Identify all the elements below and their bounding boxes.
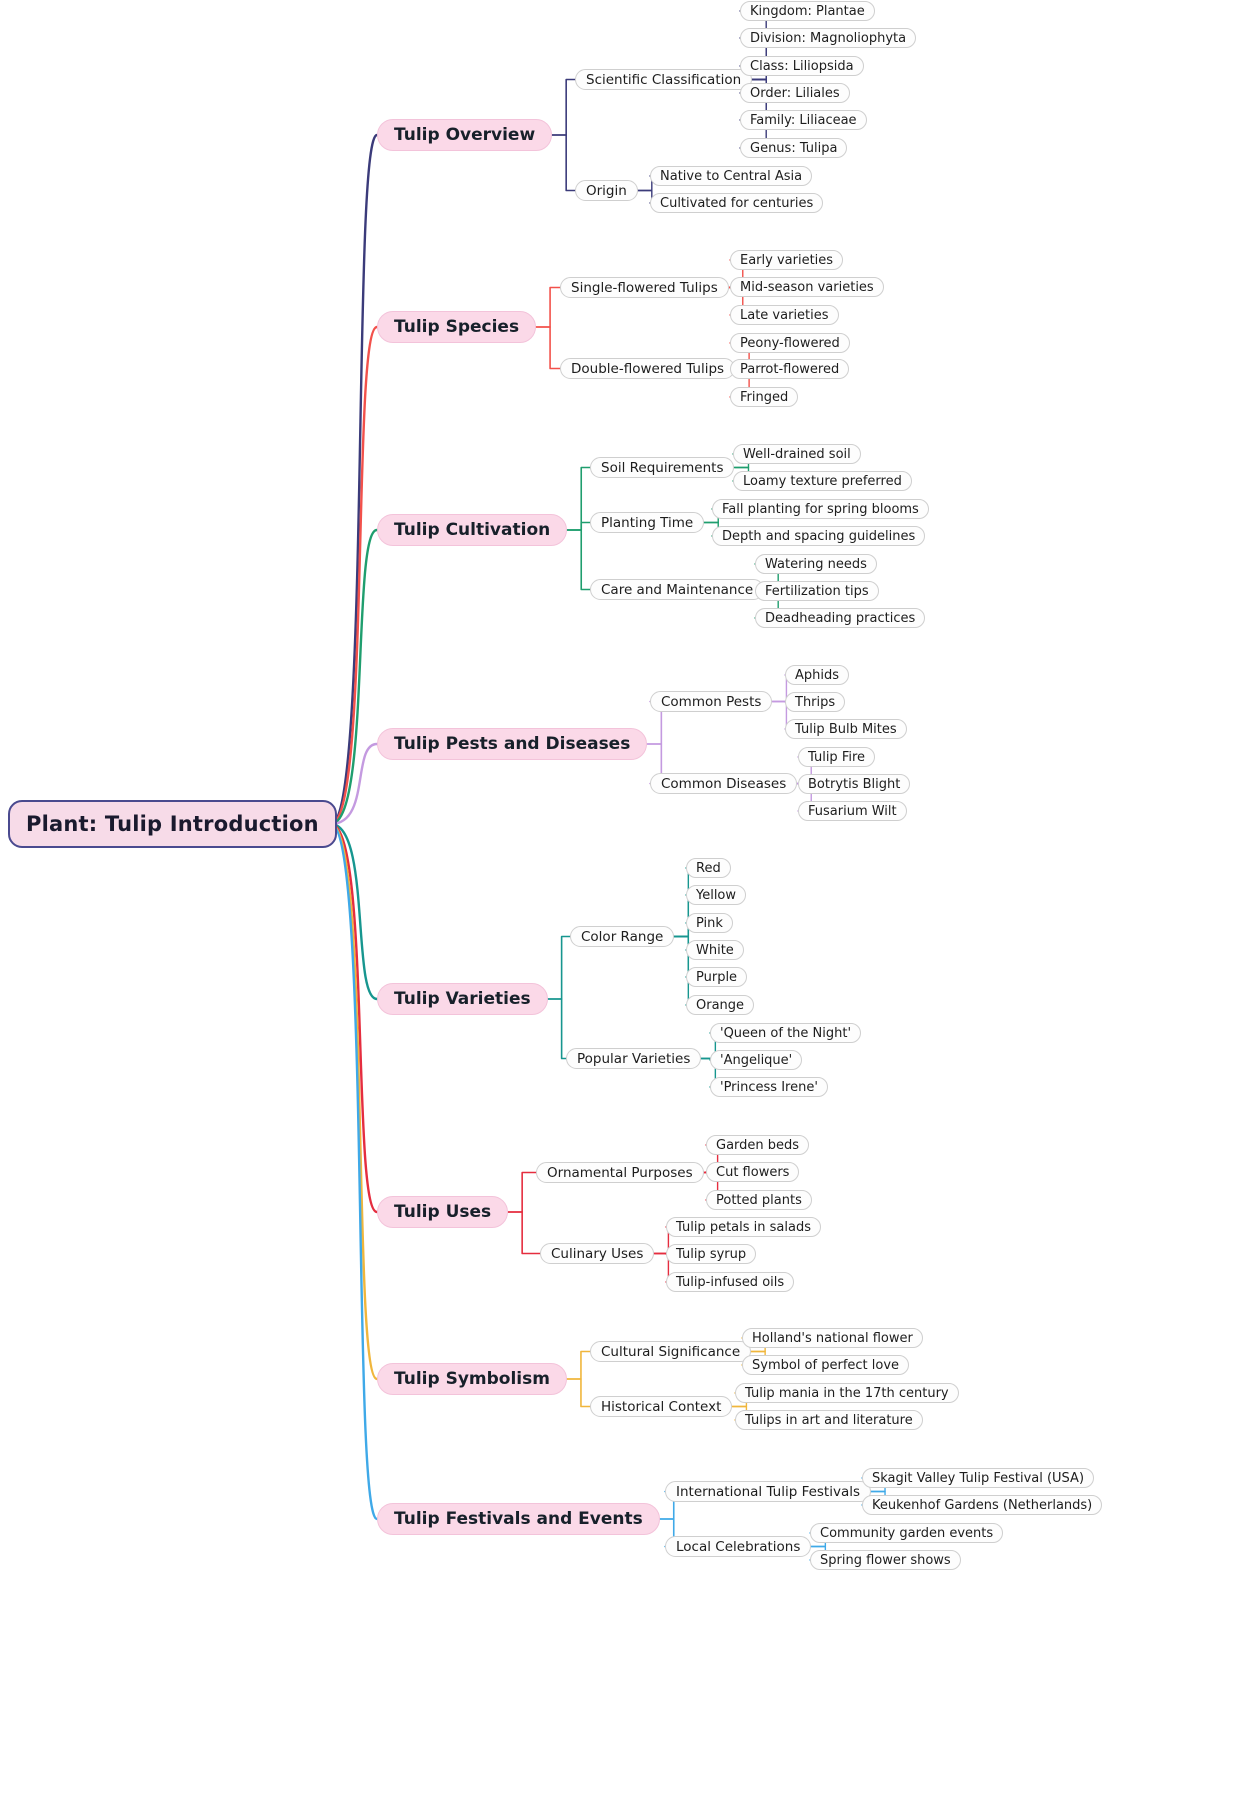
sub-node-international-tulip-festivals[interactable]: International Tulip Festivals (665, 1481, 871, 1502)
leaf-node[interactable]: Purple (686, 967, 747, 987)
leaf-node[interactable]: Deadheading practices (755, 608, 925, 628)
sub-node-common-diseases[interactable]: Common Diseases (650, 773, 797, 794)
sub-node-culinary-uses[interactable]: Culinary Uses (540, 1243, 654, 1264)
leaf-node[interactable]: Tulip syrup (666, 1244, 756, 1264)
leaf-node[interactable]: Fall planting for spring blooms (712, 499, 929, 519)
sub-node-planting-time[interactable]: Planting Time (590, 512, 704, 533)
leaf-node[interactable]: Symbol of perfect love (742, 1355, 909, 1375)
leaf-node[interactable]: Order: Liliales (740, 83, 850, 103)
leaf-node[interactable]: Native to Central Asia (650, 166, 812, 186)
sub-node-ornamental-purposes[interactable]: Ornamental Purposes (536, 1162, 704, 1183)
leaf-node[interactable]: Peony-flowered (730, 333, 850, 353)
leaf-node[interactable]: Cut flowers (706, 1162, 799, 1182)
sub-node-local-celebrations[interactable]: Local Celebrations (665, 1536, 811, 1557)
leaf-node[interactable]: Division: Magnoliophyta (740, 28, 916, 48)
leaf-node[interactable]: Kingdom: Plantae (740, 1, 875, 21)
leaf-node[interactable]: Tulip petals in salads (666, 1217, 821, 1237)
leaf-node[interactable]: Late varieties (730, 305, 839, 325)
leaf-node[interactable]: 'Angelique' (710, 1050, 802, 1070)
leaf-node[interactable]: Garden beds (706, 1135, 809, 1155)
leaf-node[interactable]: Genus: Tulipa (740, 138, 847, 158)
leaf-node[interactable]: Loamy texture preferred (733, 471, 912, 491)
leaf-node[interactable]: Potted plants (706, 1190, 812, 1210)
leaf-node[interactable]: Watering needs (755, 554, 877, 574)
leaf-node[interactable]: Tulips in art and literature (735, 1410, 923, 1430)
leaf-node[interactable]: Tulip Bulb Mites (785, 719, 907, 739)
leaf-node[interactable]: Fringed (730, 387, 798, 407)
leaf-node[interactable]: Mid-season varieties (730, 277, 884, 297)
leaf-node[interactable]: Orange (686, 995, 754, 1015)
sub-node-common-pests[interactable]: Common Pests (650, 691, 772, 712)
sub-node-popular-varieties[interactable]: Popular Varieties (566, 1048, 701, 1069)
leaf-node[interactable]: Red (686, 858, 731, 878)
leaf-node[interactable]: Tulip-infused oils (666, 1272, 794, 1292)
branch-node-tulip-uses[interactable]: Tulip Uses (377, 1196, 508, 1228)
leaf-node[interactable]: Pink (686, 913, 733, 933)
leaf-node[interactable]: Yellow (686, 885, 746, 905)
branch-node-tulip-festivals-and-events[interactable]: Tulip Festivals and Events (377, 1503, 660, 1535)
branch-node-tulip-symbolism[interactable]: Tulip Symbolism (377, 1363, 567, 1395)
leaf-node[interactable]: Parrot-flowered (730, 359, 849, 379)
sub-node-historical-context[interactable]: Historical Context (590, 1396, 732, 1417)
sub-node-scientific-classification[interactable]: Scientific Classification (575, 69, 752, 90)
sub-node-single-flowered-tulips[interactable]: Single-flowered Tulips (560, 277, 729, 298)
sub-node-double-flowered-tulips[interactable]: Double-flowered Tulips (560, 358, 735, 379)
sub-node-cultural-significance[interactable]: Cultural Significance (590, 1341, 751, 1362)
leaf-node[interactable]: Holland's national flower (742, 1328, 923, 1348)
leaf-node[interactable]: Well-drained soil (733, 444, 861, 464)
leaf-node[interactable]: Family: Liliaceae (740, 110, 867, 130)
branch-node-tulip-varieties[interactable]: Tulip Varieties (377, 983, 548, 1015)
leaf-node[interactable]: Early varieties (730, 250, 843, 270)
leaf-node[interactable]: Skagit Valley Tulip Festival (USA) (862, 1468, 1094, 1488)
leaf-node[interactable]: White (686, 940, 744, 960)
sub-node-care-and-maintenance[interactable]: Care and Maintenance (590, 579, 764, 600)
branch-node-tulip-overview[interactable]: Tulip Overview (377, 119, 552, 151)
leaf-node[interactable]: Class: Liliopsida (740, 56, 864, 76)
leaf-node[interactable]: Spring flower shows (810, 1550, 961, 1570)
leaf-node[interactable]: Fusarium Wilt (798, 801, 907, 821)
leaf-node[interactable]: Tulip mania in the 17th century (735, 1383, 959, 1403)
branch-node-tulip-species[interactable]: Tulip Species (377, 311, 536, 343)
sub-node-origin[interactable]: Origin (575, 180, 638, 201)
leaf-node[interactable]: Depth and spacing guidelines (712, 526, 925, 546)
leaf-node[interactable]: 'Queen of the Night' (710, 1023, 861, 1043)
leaf-node[interactable]: Thrips (785, 692, 845, 712)
sub-node-soil-requirements[interactable]: Soil Requirements (590, 457, 734, 478)
leaf-node[interactable]: Cultivated for centuries (650, 193, 823, 213)
branch-node-tulip-cultivation[interactable]: Tulip Cultivation (377, 514, 567, 546)
leaf-node[interactable]: Keukenhof Gardens (Netherlands) (862, 1495, 1102, 1515)
leaf-node[interactable]: Aphids (785, 665, 849, 685)
leaf-node[interactable]: Tulip Fire (798, 747, 875, 767)
branch-node-tulip-pests-and-diseases[interactable]: Tulip Pests and Diseases (377, 728, 647, 760)
root-node[interactable]: Plant: Tulip Introduction (8, 800, 337, 848)
sub-node-color-range[interactable]: Color Range (570, 926, 674, 947)
leaf-node[interactable]: Fertilization tips (755, 581, 879, 601)
leaf-node[interactable]: 'Princess Irene' (710, 1077, 828, 1097)
leaf-node[interactable]: Community garden events (810, 1523, 1003, 1543)
leaf-node[interactable]: Botrytis Blight (798, 774, 910, 794)
